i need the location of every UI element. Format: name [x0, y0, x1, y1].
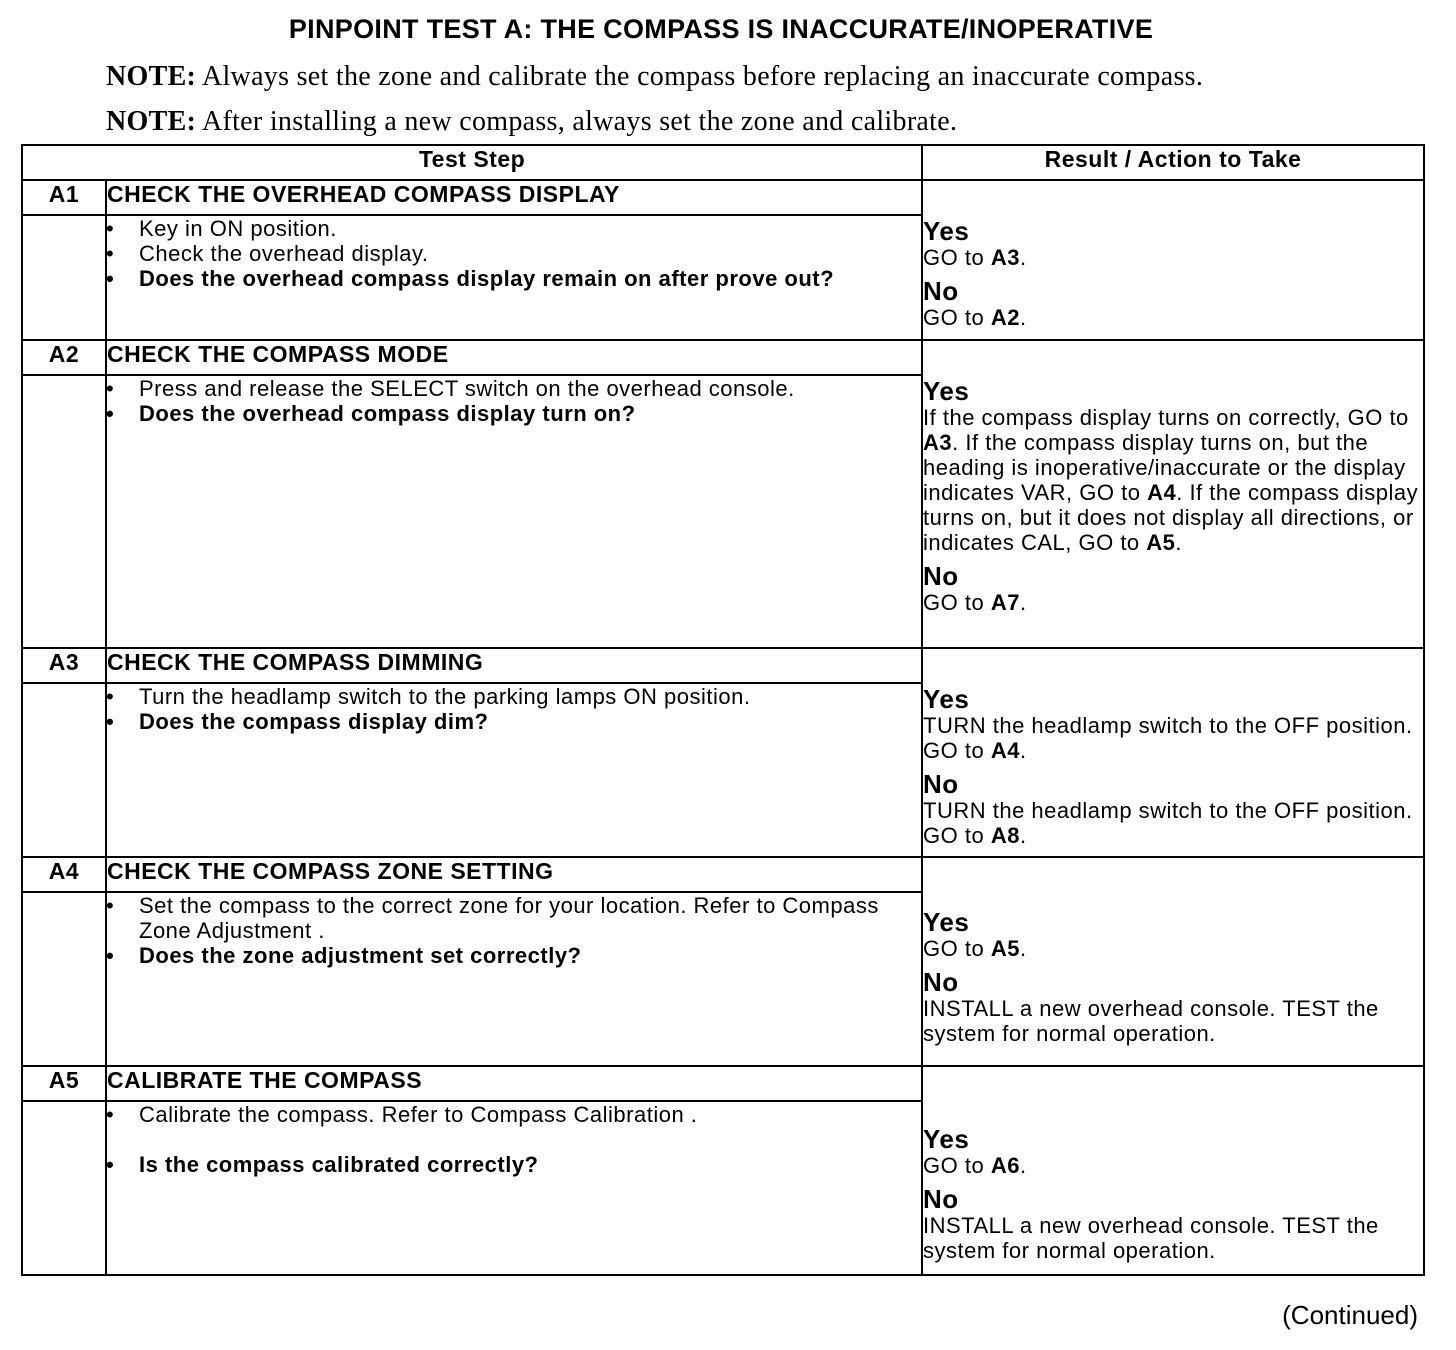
step-reference: A4	[1147, 480, 1177, 505]
step-header-row	[22, 180, 1424, 215]
step-result	[922, 1066, 1424, 1275]
step-id: A2	[22, 340, 106, 375]
no-action: INSTALL a new overhead console. TEST the system for normal operation.	[923, 996, 1379, 1046]
header-test-step: Test Step	[22, 145, 922, 180]
yes-label: Yes	[923, 1124, 970, 1154]
step-reference: A2	[990, 305, 1020, 330]
step-id-spacer	[22, 375, 106, 648]
step-id-spacer	[22, 215, 106, 340]
step-title: CHECK THE COMPASS ZONE SETTING	[106, 857, 922, 892]
step-id: A4	[22, 857, 106, 892]
step-bullet: • Turn the headlamp switch to the parking lamps ON position.	[107, 684, 921, 709]
step-reference: A8	[990, 823, 1020, 848]
step-header-row	[22, 648, 1424, 683]
step-reference: A7	[990, 590, 1020, 615]
step-question: • Does the overhead compass display remain on after prove out?	[107, 266, 921, 291]
yes-action: GO to A3.	[923, 245, 1027, 270]
step-bullet: • Key in ON position.	[107, 216, 921, 241]
step-result	[922, 648, 1424, 857]
step-id-spacer	[22, 1101, 106, 1275]
step-title: CHECK THE OVERHEAD COMPASS DISPLAY	[106, 180, 922, 215]
step-question: • Does the overhead compass display turn on?	[107, 401, 921, 426]
instruction-list	[107, 684, 921, 734]
no-label: No	[923, 276, 959, 306]
step-header-row	[22, 1066, 1424, 1101]
step-result	[922, 180, 1424, 340]
step-question: • Does the zone adjustment set correctly?	[107, 943, 921, 968]
step-instructions	[106, 215, 922, 340]
instruction-list	[107, 1102, 921, 1177]
step-bullet: • Calibrate the compass. Refer to Compass Calibration .	[107, 1102, 921, 1127]
note-text: Always set the zone and calibrate the compass before replacing an inaccurate compass.	[201, 61, 1204, 92]
step-reference: A6	[990, 1153, 1020, 1178]
step-reference: A5	[1146, 530, 1176, 555]
continued-label: (Continued)	[1282, 1300, 1418, 1330]
step-bullet: • Press and release the SELECT switch on the overhead console.	[107, 376, 921, 401]
note-label: NOTE:	[106, 106, 197, 137]
note-text: After installing a new compass, always set the zone and calibrate.	[201, 106, 958, 137]
step-header-row	[22, 340, 1424, 375]
no-action: INSTALL a new overhead console. TEST the system for normal operation.	[923, 1213, 1379, 1263]
step-bullet: • Check the overhead display.	[107, 241, 921, 266]
step-title: CALIBRATE THE COMPASS	[106, 1066, 922, 1101]
page-title: PINPOINT TEST A: THE COMPASS IS INACCURATE/INOPERATIVE	[288, 14, 1154, 44]
step-header-row	[22, 857, 1424, 892]
yes-action: GO to A6.	[923, 1153, 1027, 1178]
no-action: TURN the headlamp switch to the OFF position. GO to A8.	[923, 798, 1413, 848]
yes-label: Yes	[923, 907, 970, 937]
step-id: A3	[22, 648, 106, 683]
step-instructions	[106, 375, 922, 648]
step-instructions	[106, 683, 922, 857]
instruction-list	[107, 893, 921, 968]
no-label: No	[923, 561, 959, 591]
step-instructions	[106, 892, 922, 1066]
instruction-list	[107, 216, 921, 291]
yes-label: Yes	[923, 376, 970, 406]
no-label: No	[923, 1184, 959, 1214]
table-header-row	[22, 145, 1424, 180]
yes-action: TURN the headlamp switch to the OFF position. GO to A4.	[923, 713, 1413, 763]
step-reference: A5	[990, 936, 1020, 961]
steps-body	[22, 180, 1424, 1275]
step-id-spacer	[22, 683, 106, 857]
header-result: Result / Action to Take	[922, 145, 1424, 180]
step-result	[922, 857, 1424, 1066]
step-result	[922, 340, 1424, 648]
note-label: NOTE:	[106, 61, 197, 92]
step-instructions	[106, 1101, 922, 1275]
yes-label: Yes	[923, 216, 970, 246]
instruction-list	[107, 376, 921, 426]
no-action: GO to A7.	[923, 590, 1027, 615]
step-id-spacer	[22, 892, 106, 1066]
step-reference: A4	[990, 738, 1020, 763]
yes-action: GO to A5.	[923, 936, 1027, 961]
yes-label: Yes	[923, 684, 970, 714]
note-1	[106, 61, 1203, 93]
step-id: A5	[22, 1066, 106, 1101]
step-title: CHECK THE COMPASS MODE	[106, 340, 922, 375]
step-reference: A3	[990, 245, 1020, 270]
step-id: A1	[22, 180, 106, 215]
step-bullet: • Set the compass to the correct zone for your location. Refer to Compass Zone Adjustment .	[107, 893, 921, 943]
note-2	[106, 106, 957, 138]
no-action: GO to A2.	[923, 305, 1027, 330]
step-question: • Does the compass display dim?	[107, 709, 921, 734]
step-reference: A3	[923, 430, 953, 455]
yes-action: If the compass display turns on correctly, GO to A3. If the compass display turns on, but the heading is inoperative/inaccurate or the display indicates VAR, GO to A4. If the compass display turns on, but it does not display all directions, or indicates CAL, GO to A5.	[923, 405, 1419, 555]
step-question: • Is the compass calibrated correctly?	[107, 1152, 921, 1177]
pinpoint-test-table	[21, 144, 1425, 1276]
step-title: CHECK THE COMPASS DIMMING	[106, 648, 922, 683]
no-label: No	[923, 967, 959, 997]
no-label: No	[923, 769, 959, 799]
